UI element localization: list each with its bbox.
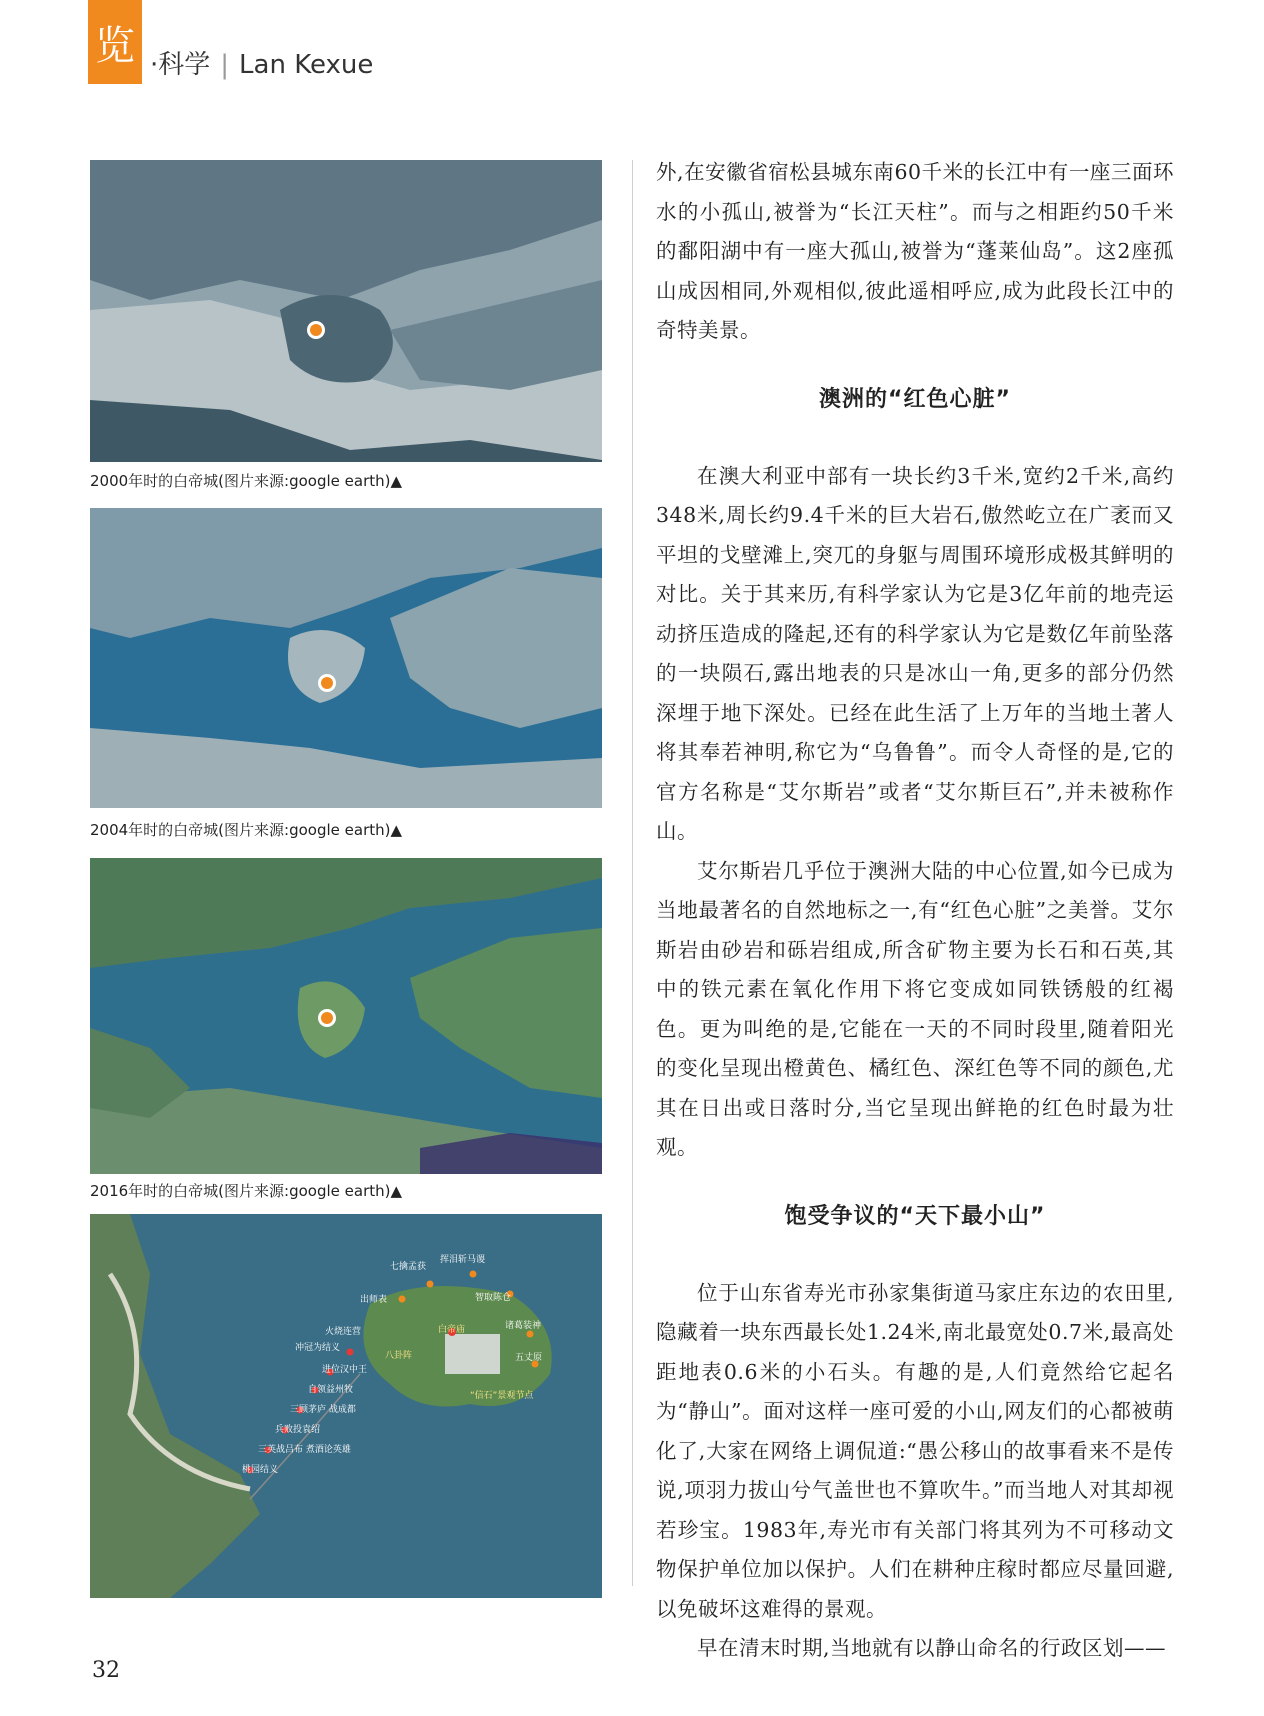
page-number: 32: [92, 1658, 120, 1683]
map-label: 冲冠为结义: [295, 1343, 341, 1353]
satellite-photo-2000: [90, 160, 602, 462]
section-badge: 览: [88, 0, 142, 84]
section-title-en: Lan Kexue: [239, 50, 374, 80]
map-label: 兵败投袁绍: [275, 1425, 321, 1435]
article-paragraph: 在澳大利亚中部有一块长约3千米,宽约2千米,高约348米,周长约9.4千米的巨大岩石,傲然屹立在广袤而又平坦的戈壁滩上,突兀的身躯与周围环境形成极其鲜明的对比。关于其来历,有科学家认为它是3亿年前的地壳运动挤压造成的隆起,还有的科学家认为它是数亿年前坠落的一块陨石,露出地表的只是冰山一角,更多的部分仍然深埋于地下深处。已经在此生活了上万年的当地土著人将其奉若神明,称它为“乌鲁鲁”。而令人奇怪的是,它的官方名称是“艾尔斯岩”或者“艾尔斯巨石”,并未被称作山。: [656, 463, 1174, 843]
map-label: 挥泪斩马谡: [440, 1255, 486, 1265]
map-label: 五丈原: [515, 1353, 543, 1363]
map-label: 三顾茅庐 战成都: [290, 1405, 356, 1415]
header-title: [150, 44, 373, 81]
map-label: 进位汉中王: [322, 1365, 368, 1375]
scenic-route-map: [90, 1214, 602, 1598]
map-label: 智取陈仓: [475, 1293, 512, 1303]
article-paragraph: 外,在安徽省宿松县城东南60千米的长江中有一座三面环水的小孤山,被誉为“长江天柱”。而与之相距约50千米的鄱阳湖中有一座大孤山,被誉为“蓬莱仙岛”。这2座孤山成因相同,外观相似,彼此遥相呼应,成为此段长江中的奇特美景。: [656, 160, 1174, 342]
map-label: 白帝庙: [438, 1325, 466, 1335]
satellite-photo-2016: [90, 858, 602, 1174]
figure-caption-2004: 2004年时的白帝城(图片来源:google earth)▲: [90, 821, 403, 839]
map-label: 桃园结义: [242, 1465, 279, 1475]
article-paragraph: 早在清末时期,当地就有以静山命名的行政区划——: [697, 1636, 1167, 1660]
map-label: 八卦阵: [385, 1351, 413, 1361]
map-label: 七擒孟获: [390, 1262, 427, 1272]
article-paragraph: 艾尔斯岩几乎位于澳洲大陆的中心位置,如今已成为当地最著名的自然地标之一,有“红色心脏”之美誉。艾尔斯岩由砂岩和砾岩组成,所含矿物主要为长石和石英,其中的铁元素在氧化作用下将它变成如同铁锈般的红褐色。更为叫绝的是,它能在一天的不同时段里,随着阳光的变化呈现出橙黄色、橘红色、深红色等不同的颜色,尤其在日出或日落时分,当它呈现出鲜艳的红色时最为壮观。: [656, 858, 1174, 1159]
section-name: ·科学: [150, 50, 211, 80]
figure-caption-2000: 2000年时的白帝城(图片来源:google earth)▲: [90, 472, 403, 490]
section-heading: 澳洲的“红色心脏”: [819, 386, 1011, 412]
column-divider: [632, 160, 633, 1586]
section-heading: 饱受争议的“天下最小山”: [784, 1203, 1046, 1229]
satellite-photo-2004: [90, 508, 602, 808]
map-label: 火烧连营: [325, 1327, 362, 1337]
map-label: “信石”景观节点: [470, 1391, 534, 1401]
map-label: 三英战吕布 煮酒论英雄: [258, 1445, 351, 1455]
article-paragraph: 位于山东省寿光市孙家集街道马家庄东边的农田里,隐藏着一块东西最长处1.24米,南北最宽处0.7米,最高处距地表0.6米的小石头。有趣的是,人们竟然给它起名为“静山”。面对这样一座可爱的小山,网友们的心都被萌化了,大家在网络上调侃道:“愚公移山的故事看来不是传说,项羽力拔山兮气盖世也不算吹牛。”而当地人对其却视若珍宝。1983年,寿光市有关部门将其列为不可移动文物保护单位加以保护。人们在耕种庄稼时都应尽量回避,以免破坏这难得的景观。: [656, 1280, 1174, 1621]
map-label: 诸葛装神: [505, 1321, 542, 1331]
map-label: 出师表: [360, 1295, 388, 1305]
figure-caption-2016: 2016年时的白帝城(图片来源:google earth)▲: [90, 1182, 403, 1200]
article-column: [656, 153, 1174, 1669]
header-separator: |: [220, 50, 230, 80]
map-label: 自领益州牧: [308, 1385, 354, 1395]
